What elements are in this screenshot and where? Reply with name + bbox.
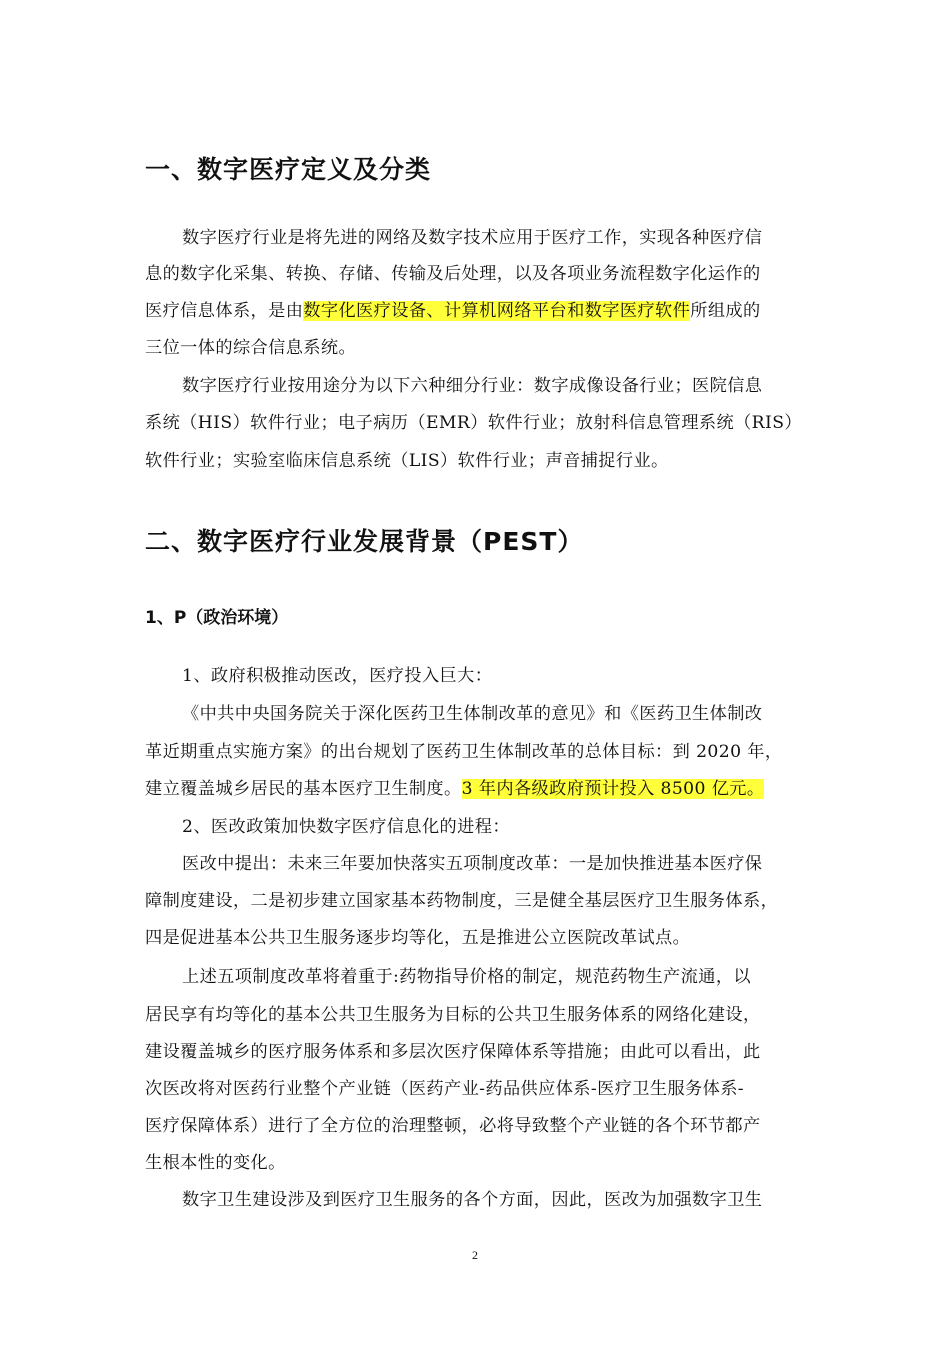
text-run: 医疗信息体系，是由 [145, 301, 304, 321]
paragraph-line: 障制度建设，二是初步建立国家基本药物制度，三是健全基层医疗卫生服务体系， [145, 891, 779, 911]
paragraph-line: 医改中提出：未来三年要加快落实五项制度改革：一是加快推进基本医疗保 [182, 854, 763, 874]
highlighted-text: 3 年内各级政府预计投入 8500 亿元。 [461, 779, 765, 799]
paragraph-line: 医疗保障体系）进行了全方位的治理整顿，必将导致整个产业链的各个环节都产 [145, 1116, 761, 1136]
page-number: 2 [472, 1248, 478, 1262]
paragraph-line: 生根本性的变化。 [145, 1153, 286, 1173]
paragraph-line: 居民享有均等化的基本公共卫生服务为目标的公共卫生服务体系的网络化建设， [145, 1005, 761, 1025]
list-item: 2、医改政策加快数字医疗信息化的进程： [182, 817, 510, 837]
paragraph-line: 革近期重点实施方案》的出台规划了医药卫生体制改革的总体目标：到 2020 年， [145, 742, 783, 762]
paragraph-line [145, 777, 764, 801]
paragraph-line: 三位一体的综合信息系统。 [145, 338, 357, 358]
paragraph-line: 《中共中央国务院关于深化医药卫生体制改革的意见》和《医药卫生体制改 [182, 704, 763, 724]
paragraph-line: 数字卫生建设涉及到医疗卫生服务的各个方面，因此，医改为加强数字卫生 [182, 1190, 763, 1210]
section-heading-2: 二、数字医疗行业发展背景（PEST） [145, 527, 584, 556]
paragraph-line: 上述五项制度改革将着重于:药物指导价格的制定，规范药物生产流通，以 [182, 967, 751, 987]
paragraph-line [145, 299, 761, 323]
paragraph-line: 系统（HIS）软件行业；电子病历（EMR）软件行业；放射科信息管理系统（RIS） [145, 413, 802, 433]
paragraph-line: 数字医疗行业是将先进的网络及数字技术应用于医疗工作，实现各种医疗信 [182, 228, 763, 248]
list-item: 1、政府积极推动医改，医疗投入巨大： [182, 666, 493, 686]
paragraph-line: 软件行业；实验室临床信息系统（LIS）软件行业；声音捕捉行业。 [145, 451, 669, 471]
paragraph-line: 建设覆盖城乡的医疗服务体系和多层次医疗保障体系等措施；由此可以看出，此 [145, 1042, 761, 1062]
paragraph-line: 息的数字化采集、转换、存储、传输及后处理，以及各项业务流程数字化运作的 [145, 264, 761, 284]
text-run: 建立覆盖城乡居民的基本医疗卫生制度。 [145, 779, 462, 799]
subsection-heading: 1、P（政治环境） [145, 608, 289, 628]
highlighted-text: 数字化医疗设备、计算机网络平台和数字医疗软件 [303, 301, 691, 321]
paragraph-line: 次医改将对医药行业整个产业链（医药产业-药品供应体系-医疗卫生服务体系- [145, 1079, 745, 1099]
paragraph-line: 四是促进基本公共卫生服务逐步均等化，五是推进公立医院改革试点。 [145, 928, 691, 948]
paragraph-line: 数字医疗行业按用途分为以下六种细分行业：数字成像设备行业；医院信息 [182, 376, 763, 396]
section-heading-1: 一、数字医疗定义及分类 [145, 155, 432, 184]
text-run: 所组成的 [690, 301, 761, 321]
